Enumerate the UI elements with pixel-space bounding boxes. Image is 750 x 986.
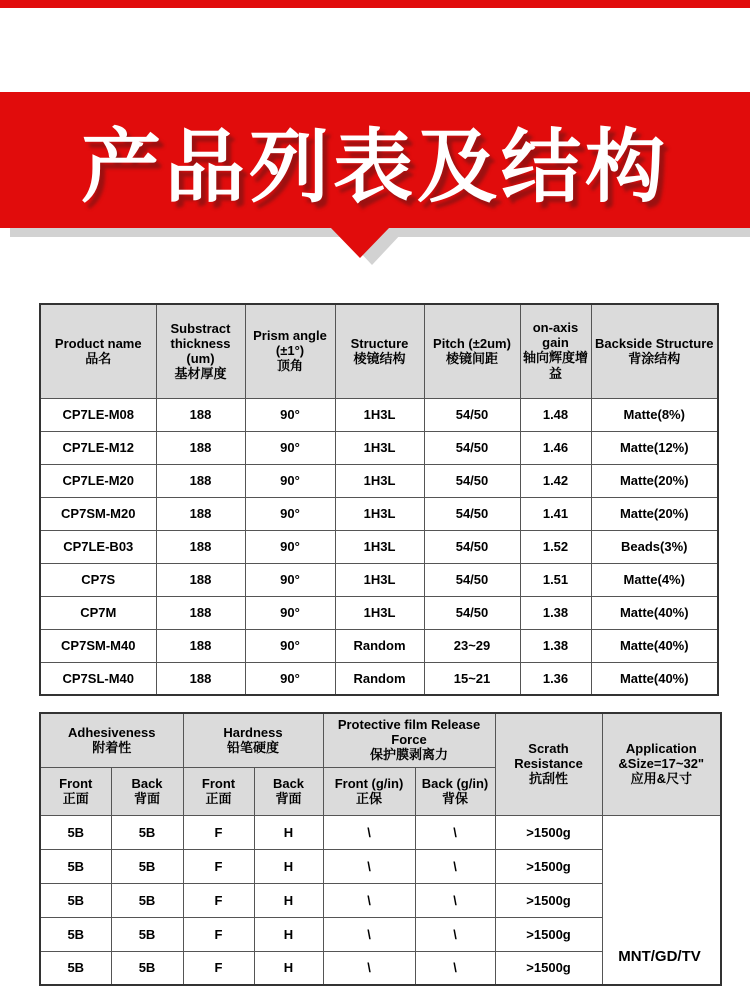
table-cell: F	[183, 951, 254, 985]
table-cell: Matte(4%)	[591, 563, 718, 596]
table-row	[40, 815, 721, 849]
application-value: MNT/GD/TV	[618, 948, 701, 965]
table-cell: 1.36	[520, 662, 591, 695]
table-cell: 1.52	[520, 530, 591, 563]
table-cell: 5B	[111, 883, 183, 917]
table-cell: H	[254, 883, 323, 917]
table-cell: 1H3L	[335, 431, 424, 464]
sub-header-cell: Front (g/in) 正保	[323, 767, 415, 815]
table-cell: CP7LE-M20	[40, 464, 156, 497]
table-cell: >1500g	[495, 883, 602, 917]
table-cell: \	[415, 849, 495, 883]
table-row	[40, 563, 718, 596]
table-cell: 90°	[245, 398, 335, 431]
group-header-cell: Protective film Release Force 保护膜剥离力	[323, 713, 495, 767]
table-row	[40, 497, 718, 530]
table-cell: 54/50	[424, 431, 520, 464]
table-cell: CP7SM-M20	[40, 497, 156, 530]
table-row	[40, 304, 718, 398]
table-cell: Random	[335, 629, 424, 662]
table-cell: \	[415, 815, 495, 849]
table-cell: \	[415, 883, 495, 917]
table-cell: 188	[156, 431, 245, 464]
table-cell: 5B	[40, 883, 111, 917]
table-row	[40, 596, 718, 629]
table-cell: >1500g	[495, 849, 602, 883]
table-cell: 90°	[245, 497, 335, 530]
table-cell: 1.46	[520, 431, 591, 464]
table-cell: 188	[156, 563, 245, 596]
sub-header-cell: Back 背面	[111, 767, 183, 815]
table-cell: 54/50	[424, 596, 520, 629]
table-cell: 1.41	[520, 497, 591, 530]
banner-notch-icon	[330, 227, 390, 258]
table-cell: 54/50	[424, 497, 520, 530]
table-cell: Matte(40%)	[591, 662, 718, 695]
table-row	[40, 431, 718, 464]
table-cell: 5B	[111, 951, 183, 985]
mechanical-spec-table-header	[40, 713, 721, 815]
top-red-strip	[0, 0, 750, 8]
header-cell: Structure 棱镜结构	[335, 304, 424, 398]
table-cell: 54/50	[424, 563, 520, 596]
table-cell: 5B	[40, 951, 111, 985]
table-cell: 15~21	[424, 662, 520, 695]
table-cell: \	[323, 951, 415, 985]
mechanical-spec-table	[39, 712, 722, 986]
table-row	[40, 713, 721, 767]
page-title: 产品列表及结构	[81, 122, 669, 212]
table-cell: 188	[156, 464, 245, 497]
table-cell: \	[323, 917, 415, 951]
sub-header-cell: Back 背面	[254, 767, 323, 815]
table-cell: >1500g	[495, 917, 602, 951]
table-cell: 54/50	[424, 464, 520, 497]
table-cell: 188	[156, 398, 245, 431]
table-cell: Matte(40%)	[591, 596, 718, 629]
table-cell: F	[183, 849, 254, 883]
sub-header-cell: Front 正面	[40, 767, 111, 815]
table-cell: 90°	[245, 530, 335, 563]
table-cell: Matte(40%)	[591, 629, 718, 662]
table-cell: 5B	[40, 849, 111, 883]
table-cell: Matte(20%)	[591, 497, 718, 530]
table-cell: 1.38	[520, 596, 591, 629]
table-cell: 5B	[40, 815, 111, 849]
table-cell: F	[183, 815, 254, 849]
table-cell: 188	[156, 596, 245, 629]
table-cell: 1H3L	[335, 497, 424, 530]
product-spec-table-header	[40, 304, 718, 398]
table-cell: CP7LE-B03	[40, 530, 156, 563]
product-spec-table-body	[40, 398, 718, 695]
table-cell: 1H3L	[335, 563, 424, 596]
header-cell: Pitch (±2um) 棱镜间距	[424, 304, 520, 398]
table-row	[40, 629, 718, 662]
table-cell: 90°	[245, 629, 335, 662]
table-row	[40, 398, 718, 431]
table-cell: \	[323, 815, 415, 849]
table-cell: 188	[156, 530, 245, 563]
group-header-cell: Hardness 铅笔硬度	[183, 713, 323, 767]
table-cell: Beads(3%)	[591, 530, 718, 563]
table-cell: \	[415, 917, 495, 951]
table-cell: 188	[156, 497, 245, 530]
table-cell: 5B	[40, 917, 111, 951]
table-row	[40, 464, 718, 497]
table-row	[40, 530, 718, 563]
table-cell: 1H3L	[335, 398, 424, 431]
table-cell: \	[415, 951, 495, 985]
table-cell: 54/50	[424, 530, 520, 563]
table-cell: H	[254, 815, 323, 849]
product-spec-table	[39, 303, 719, 696]
table-cell: CP7SL-M40	[40, 662, 156, 695]
header-cell: Product name 品名	[40, 304, 156, 398]
table-cell: >1500g	[495, 815, 602, 849]
table-cell: CP7M	[40, 596, 156, 629]
header-cell: Substract thickness (um) 基材厚度	[156, 304, 245, 398]
table-cell: 1H3L	[335, 464, 424, 497]
table-cell: H	[254, 849, 323, 883]
table-cell: 1.42	[520, 464, 591, 497]
sub-header-cell: Back (g/in) 背保	[415, 767, 495, 815]
table-cell: 90°	[245, 431, 335, 464]
table-cell: 1H3L	[335, 530, 424, 563]
table-cell: 90°	[245, 596, 335, 629]
table-cell: 90°	[245, 662, 335, 695]
header-cell: Backside Structure 背涂结构	[591, 304, 718, 398]
group-header-cell: Adhesiveness 附着性	[40, 713, 183, 767]
table-cell: CP7LE-M08	[40, 398, 156, 431]
table-cell: 1.51	[520, 563, 591, 596]
table-cell: 5B	[111, 815, 183, 849]
table-cell: 90°	[245, 464, 335, 497]
table-cell: 23~29	[424, 629, 520, 662]
span-header-cell: Scrath Resistance 抗刮性	[495, 713, 602, 815]
table-cell: 90°	[245, 563, 335, 596]
table-cell: 1H3L	[335, 596, 424, 629]
table-row	[40, 662, 718, 695]
table-cell: Random	[335, 662, 424, 695]
table-cell: 188	[156, 629, 245, 662]
header-cell: Prism angle (±1°) 顶角	[245, 304, 335, 398]
table-cell: CP7S	[40, 563, 156, 596]
table-cell: \	[323, 883, 415, 917]
table-cell: 1.38	[520, 629, 591, 662]
table-cell: H	[254, 951, 323, 985]
table-cell: >1500g	[495, 951, 602, 985]
table-cell: H	[254, 917, 323, 951]
span-header-cell: Application &Size=17~32" 应用&尺寸	[602, 713, 721, 815]
table-cell: CP7SM-M40	[40, 629, 156, 662]
table-cell: \	[323, 849, 415, 883]
sub-header-cell: Front 正面	[183, 767, 254, 815]
table-cell: F	[183, 917, 254, 951]
table-cell: 54/50	[424, 398, 520, 431]
table-cell: Matte(20%)	[591, 464, 718, 497]
table-cell: 5B	[111, 917, 183, 951]
table-cell: 188	[156, 662, 245, 695]
table-cell: 1.48	[520, 398, 591, 431]
table-cell: F	[183, 883, 254, 917]
table-cell: CP7LE-M12	[40, 431, 156, 464]
title-banner	[0, 92, 750, 228]
header-cell: on-axis gain 轴向辉度增益	[520, 304, 591, 398]
table-cell: Matte(12%)	[591, 431, 718, 464]
table-cell: Matte(8%)	[591, 398, 718, 431]
table-cell: 5B	[111, 849, 183, 883]
